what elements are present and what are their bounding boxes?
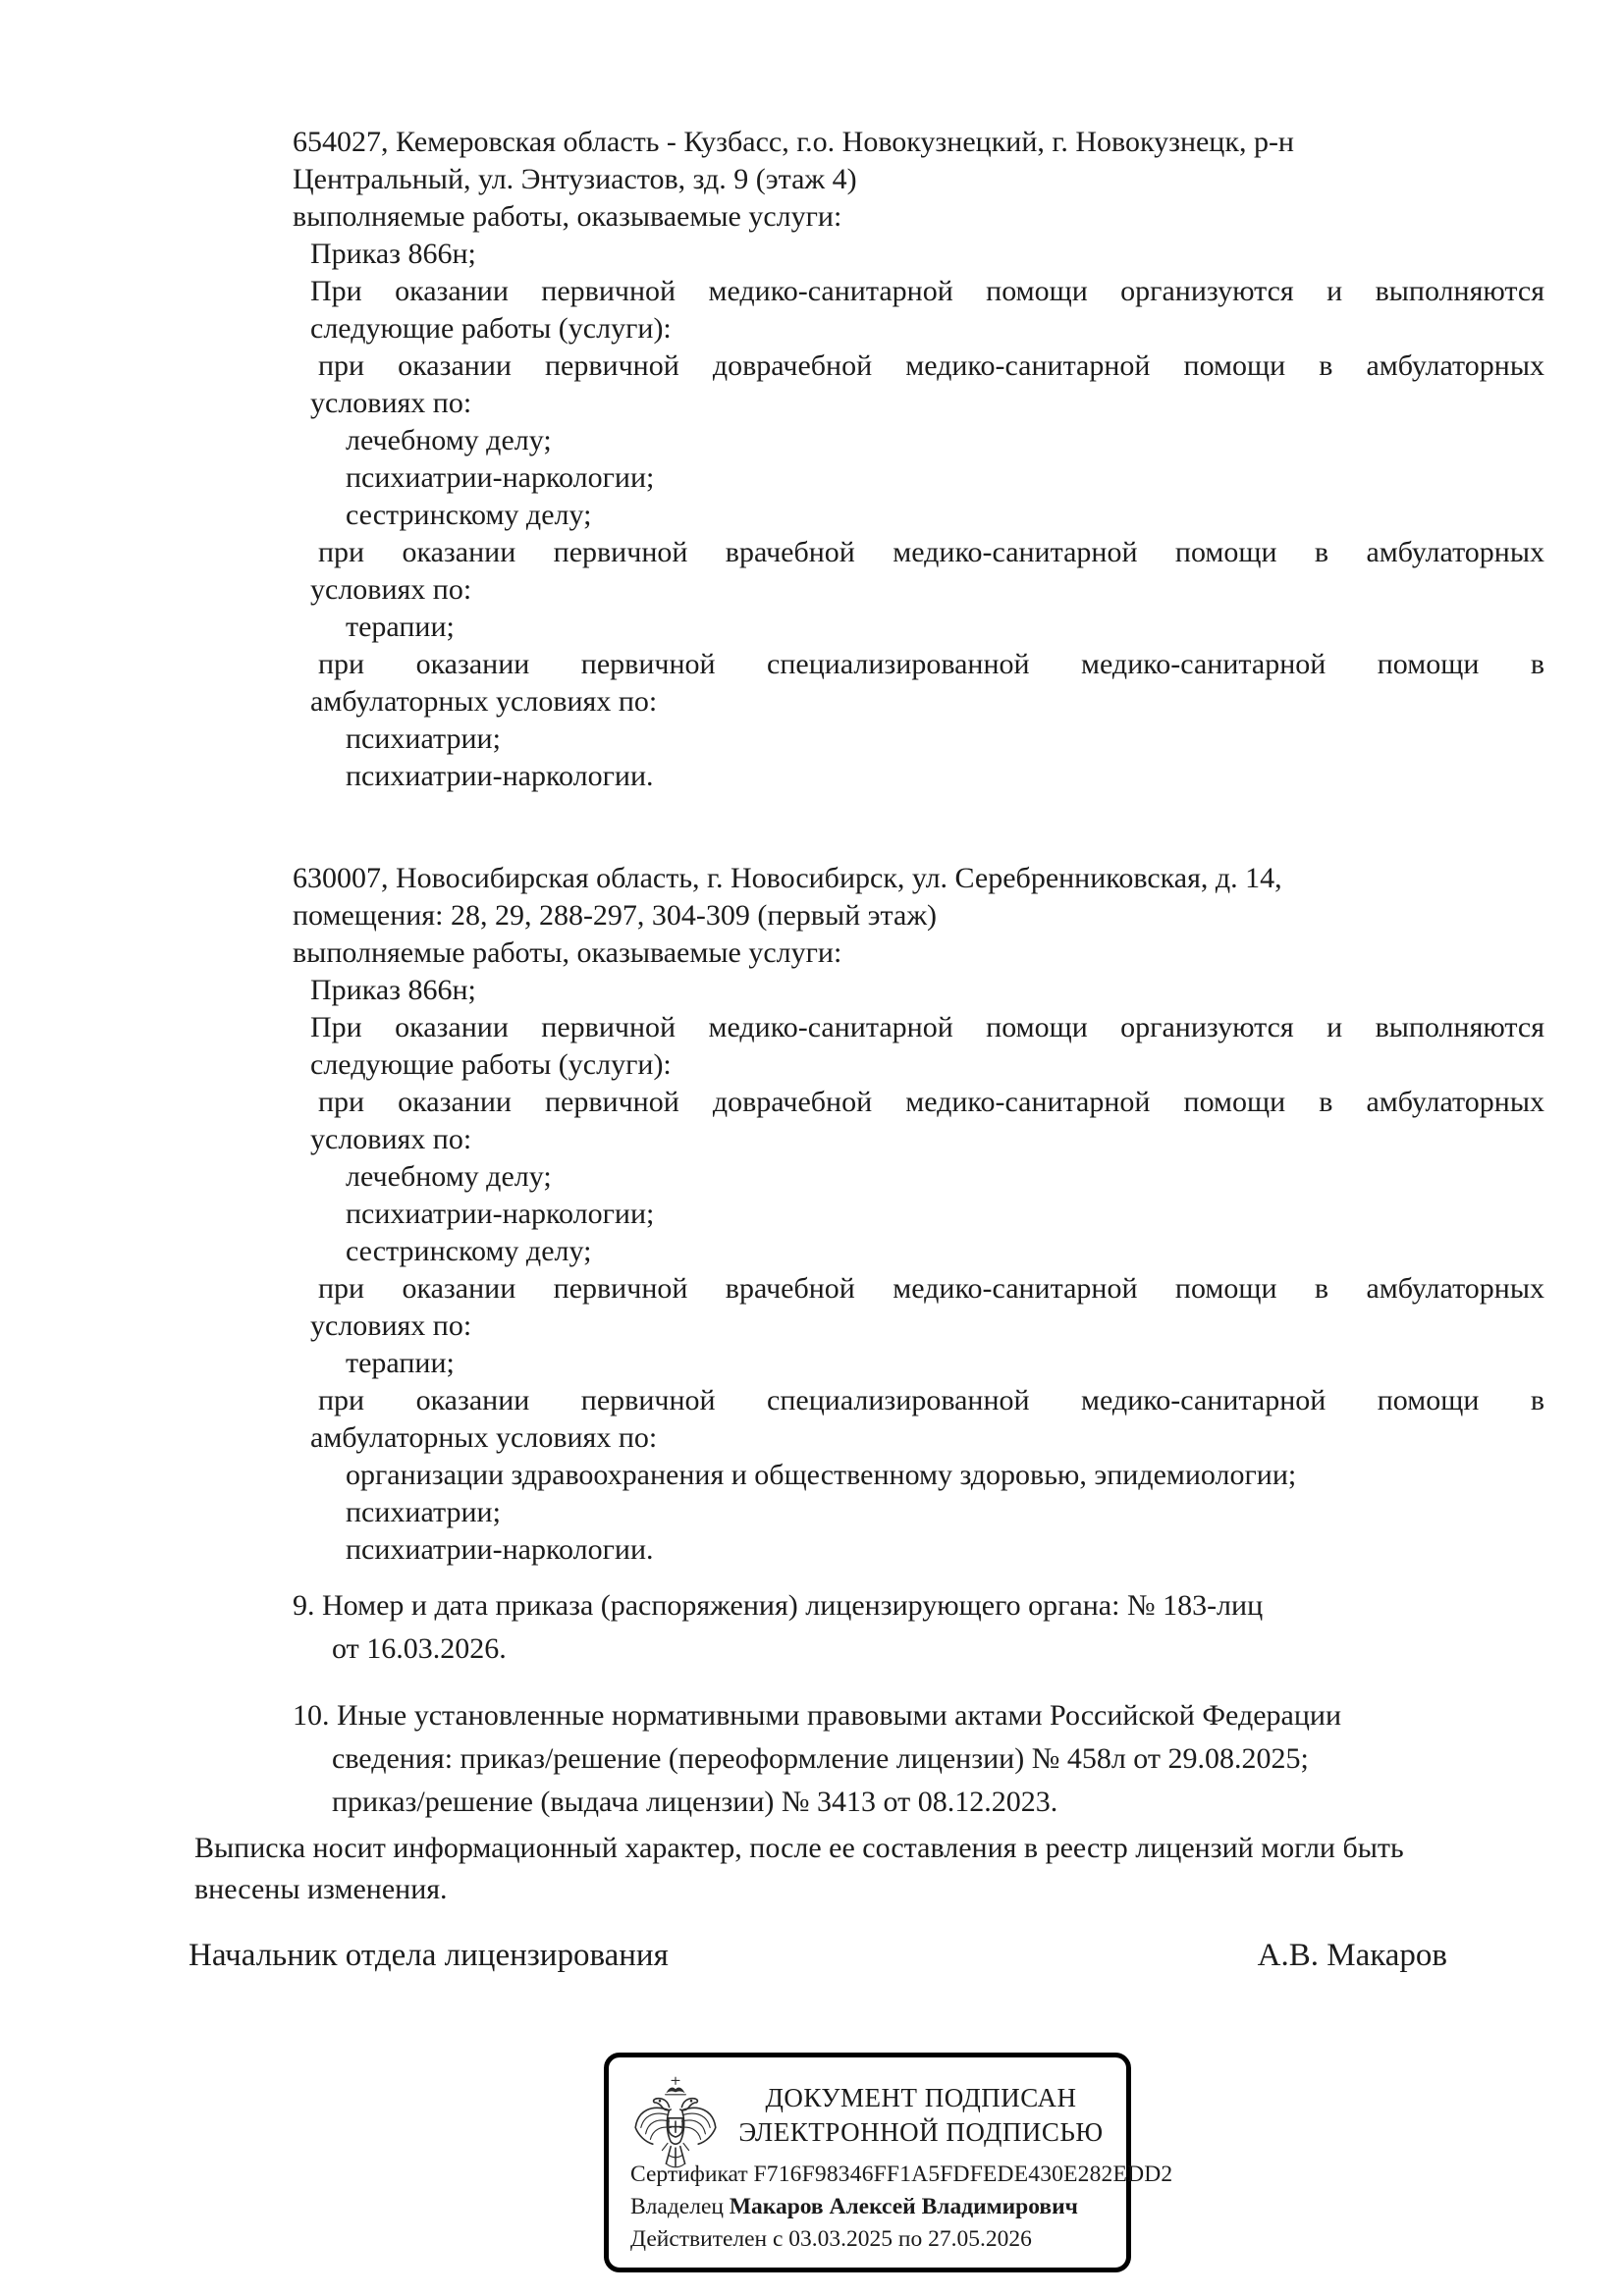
signature-row: [189, 1936, 1447, 1975]
license-site-block-2: [293, 860, 1544, 1569]
signatory-position: Начальник отдела лицензирования: [189, 1938, 669, 1973]
signatory-name: А.В. Макаров: [1257, 1938, 1447, 1973]
clause-10-line: сведения: приказ/решение (переоформление лицензии) № 458л от 29.08.2025;: [332, 1742, 1309, 1775]
stamp-title-line-2: ЭЛЕКТРОННОЙ ПОДПИСЬЮ: [738, 2117, 1104, 2147]
site2-service-item: сестринскому делу;: [346, 1235, 592, 1267]
validity-line: Действителен с 03.03.2025 по 27.05.2026: [630, 2226, 1032, 2252]
stamp-title-line-1: ДОКУМЕНТ ПОДПИСАН: [765, 2083, 1077, 2112]
site1-paragraph-line: следующие работы (услуги):: [310, 312, 672, 345]
site2-paragraph-line: условиях по:: [310, 1123, 472, 1155]
license-extract-body: [293, 124, 1544, 1824]
owner-line: [630, 2191, 1121, 2223]
clause-10-line: 10. Иные установленные нормативными правовыми актами Российской Федерации: [293, 1699, 1342, 1732]
clause-9-order-number: [293, 1584, 1544, 1671]
site1-paragraph-line: при оказании первичной специализированной медико-санитарной помощи в: [318, 648, 1544, 680]
clause-9-line: 9. Номер и дата приказа (распоряжения) лицензирующего органа: № 183-лиц: [293, 1589, 1264, 1622]
owner-label: Владелец: [630, 2194, 724, 2219]
site2-paragraph-line: при оказании первичной доврачебной медико-санитарной помощи в амбулаторных: [318, 1086, 1544, 1118]
site2-address-line: 630007, Новосибирская область, г. Новосибирск, ул. Серебренниковская, д. 14,: [293, 862, 1282, 894]
certificate-line: [630, 2159, 1173, 2191]
site2-service-item: терапии;: [346, 1347, 455, 1379]
site2-address-line: помещения: 28, 29, 288-297, 304-309 (первый этаж): [293, 899, 938, 932]
site1-service-item: психиатрии;: [346, 722, 501, 755]
site2-service-item: психиатрии-наркологии;: [346, 1198, 655, 1230]
site1-service-item: психиатрии-наркологии.: [346, 760, 654, 792]
stamp-info: [630, 2159, 1173, 2256]
clause-9-line: от 16.03.2026.: [332, 1632, 507, 1665]
informational-note: [194, 1828, 1530, 1910]
site1-paragraph-line: условиях по:: [310, 387, 472, 419]
site1-address-line: Центральный, ул. Энтузиастов, зд. 9 (этаж 4): [293, 163, 857, 195]
site2-service-item: лечебному делу;: [346, 1160, 552, 1193]
site2-works-header: выполняемые работы, оказываемые услуги:: [293, 936, 842, 969]
site1-paragraph-line: при оказании первичной доврачебной медико-санитарной помощи в амбулаторных: [318, 349, 1544, 382]
site1-works-header: выполняемые работы, оказываемые услуги:: [293, 200, 842, 233]
certificate-value: F716F98346FF1A5FDFEDE430E282EDD2: [753, 2162, 1173, 2187]
owner-name: Макаров Алексей Владимирович: [729, 2194, 1078, 2219]
informational-note-line: Выписка носит информационный характер, после ее составления в реестр лицензий могли быть: [194, 1832, 1404, 1864]
stamp-title: [725, 2081, 1117, 2150]
site2-paragraph-line: при оказании первичной врачебной медико-санитарной помощи в амбулаторных: [318, 1272, 1544, 1305]
site2-paragraph-line: При оказании первичной медико-санитарной помощи организуются и выполняются: [310, 1011, 1544, 1043]
site2-service-item: организации здравоохранения и общественному здоровью, эпидемиологии;: [346, 1459, 1297, 1491]
site1-address-line: 654027, Кемеровская область - Кузбасс, г.о. Новокузнецкий, г. Новокузнецк, р-н: [293, 126, 1294, 158]
site1-order-line: Приказ 866н;: [310, 238, 476, 270]
clause-10-line: приказ/решение (выдача лицензии) № 3413 от 08.12.2023.: [332, 1786, 1058, 1818]
certificate-label: Сертификат: [630, 2162, 748, 2187]
site2-order-line: Приказ 866н;: [310, 974, 476, 1006]
license-site-block-1: [293, 124, 1544, 795]
site2-paragraph-line: амбулаторных условиях по:: [310, 1421, 658, 1454]
site1-paragraph-line: при оказании первичной врачебной медико-санитарной помощи в амбулаторных: [318, 536, 1544, 568]
electronic-signature-stamp: [604, 2053, 1173, 2272]
informational-note-line: внесены изменения.: [194, 1873, 448, 1905]
site2-service-item: психиатрии-наркологии.: [346, 1533, 654, 1566]
site1-service-item: терапии;: [346, 611, 455, 643]
site1-service-item: сестринскому делу;: [346, 499, 592, 531]
site2-paragraph-line: следующие работы (услуги):: [310, 1048, 672, 1081]
site2-paragraph-line: при оказании первичной специализированной медико-санитарной помощи в: [318, 1384, 1544, 1416]
site2-paragraph-line: условиях по:: [310, 1309, 472, 1342]
site2-service-item: психиатрии;: [346, 1496, 501, 1528]
site1-service-item: психиатрии-наркологии;: [346, 461, 655, 494]
site1-paragraph-line: При оказании первичной медико-санитарной помощи организуются и выполняются: [310, 275, 1544, 307]
site1-service-item: лечебному делу;: [346, 424, 552, 456]
site1-paragraph-line: условиях по:: [310, 573, 472, 606]
site1-paragraph-line: амбулаторных условиях по:: [310, 685, 658, 718]
clause-10-other-info: [293, 1694, 1544, 1824]
